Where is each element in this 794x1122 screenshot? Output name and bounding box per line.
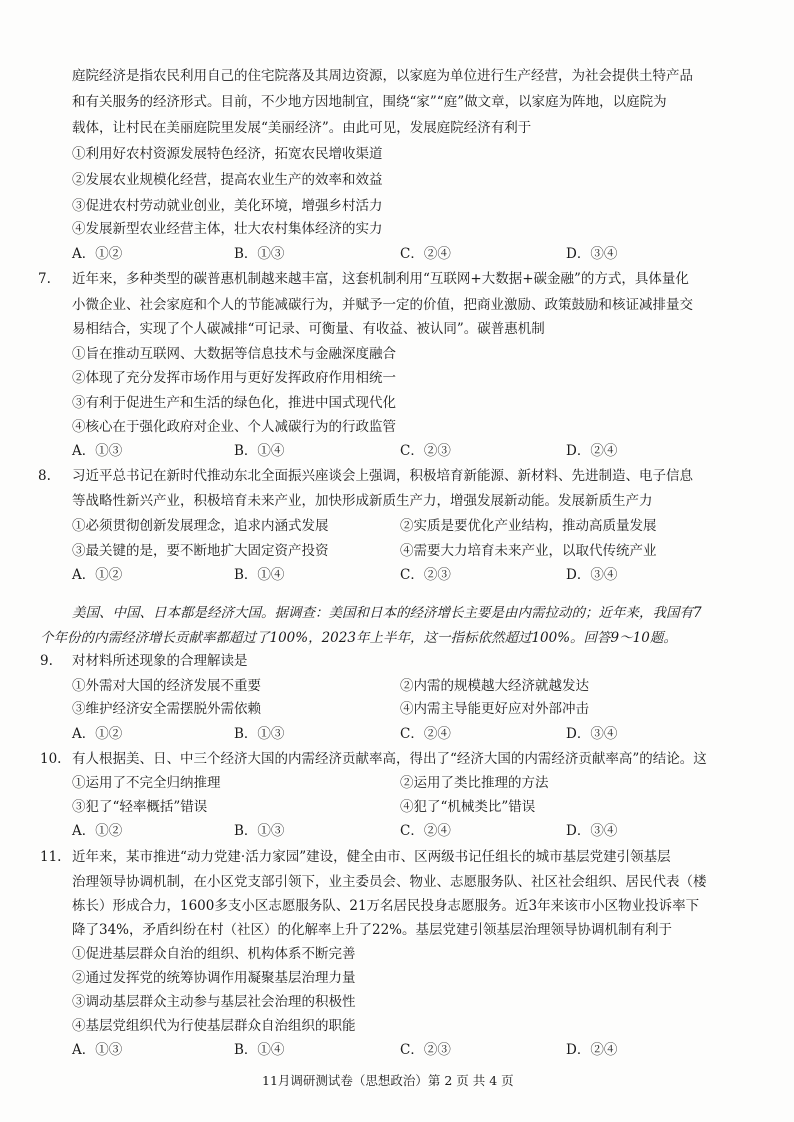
q9-item-2: ②内需的规模越大经济就越发达	[400, 678, 589, 694]
q8-stem-line-1: 习近平总书记在新时代推动东北全面振兴座谈会上强调，积极培育新能源、新材料、先进制造、电子信息	[72, 468, 693, 484]
q8-item-3: ③最关键的是，要不断地扩大固定资产投资	[72, 543, 329, 559]
q8-stem-line-2: 等战略性新兴产业，积极培育未来产业，加快形成新质生产力，增强发展新动能。发展新质生产力	[72, 493, 653, 509]
q6-option-b: B．①③	[234, 246, 285, 262]
q7-item-1: ①旨在推动互联网、大数据等信息技术与金融深度融合	[72, 346, 396, 362]
q7-stem-line-1: 近年来，多种类型的碳普惠机制越来越丰富，这套机制利用“互联网+大数据+碳金融”的方式，具体量化	[72, 271, 689, 287]
q10-item-4: ④犯了“机械类比”错误	[400, 799, 536, 815]
q10-option-a: A．①②	[72, 823, 123, 839]
q10-item-2: ②运用了类比推理的方法	[400, 775, 549, 791]
q9-number: 9.	[40, 653, 53, 669]
q7-option-c: C．②③	[400, 443, 451, 459]
q6-stem-line-3: 载体，让村民在美丽庭院里发展“美丽经济”。由此可见，发展庭院经济有利于	[72, 120, 532, 136]
q8-item-4: ④需要大力培育未来产业，以取代传统产业	[400, 543, 657, 559]
q11-stem-line-3: 栋长）形成合力，1600多支小区志愿服务队、21万名居民投身志愿服务。近3年来该市小区物业投诉率下	[72, 898, 700, 914]
q9-option-b: B．①③	[234, 726, 285, 742]
q8-option-b: B．①④	[234, 567, 285, 583]
q11-item-1: ①促进基层群众自治的组织、机构体系不断完善	[72, 946, 356, 962]
q7-option-b: B．①④	[234, 443, 285, 459]
q6-item-3: ③促进农村劳动就业创业，美化环境，增强乡村活力	[72, 198, 383, 214]
q8-option-c: C．②③	[400, 567, 451, 583]
q7-item-2: ②体现了充分发挥市场作用与更好发挥政府作用相统一	[72, 370, 396, 386]
q8-option-d: D．③④	[566, 567, 618, 583]
q10-item-3: ③犯了“轻率概括”错误	[72, 799, 208, 815]
q9-stem-line-1: 对材料所述现象的合理解读是	[72, 653, 248, 669]
q11-option-a: A．①③	[72, 1042, 123, 1058]
q11-item-4: ④基层党组织代为行使基层群众自治组织的职能	[72, 1018, 356, 1034]
q11-item-3: ③调动基层群众主动参与基层社会治理的积极性	[72, 994, 356, 1010]
q11-option-c: C．②③	[400, 1042, 451, 1058]
q9-item-1: ①外需对大国的经济发展不重要	[72, 678, 261, 694]
q6-item-4: ④发展新型农业经营主体，壮大农村集体经济的实力	[72, 221, 383, 237]
q6-item-2: ②发展农业规模化经营，提高农业生产的效率和效益	[72, 172, 383, 188]
q8-number: 8.	[38, 468, 51, 484]
q9-option-a: A．①②	[72, 726, 123, 742]
q9-option-d: D．③④	[566, 726, 618, 742]
q11-option-d: D．②④	[566, 1042, 618, 1058]
q6-stem-line-1: 庭院经济是指农民利用自己的住宅院落及其周边资源，以家庭为单位进行生产经营，为社会提供土特产品	[72, 68, 693, 84]
q9-item-4: ④内需主导能更好应对外部冲击	[400, 701, 589, 717]
q7-item-4: ④核心在于强化政府对企业、个人减碳行为的行政监管	[72, 419, 396, 435]
q6-stem-line-2: 和有关服务的经济形式。目前，不少地方因地制宜，围绕“家”“庭”做文章，以家庭为阵地，以庭院为	[72, 94, 667, 110]
q8-option-a: A．①②	[72, 567, 123, 583]
q7-option-d: D．②④	[566, 443, 618, 459]
q9-option-c: C．②④	[400, 726, 451, 742]
q6-option-a: A．①②	[72, 246, 123, 262]
q6-option-d: D．③④	[566, 246, 618, 262]
q10-item-1: ①运用了不完全归纳推理	[72, 775, 221, 791]
q7-number: 7.	[38, 271, 51, 287]
q11-stem-line-2: 治理领导协调机制，在小区党支部引领下，业主委员会、物业、志愿服务队、社区社会组织、居民代表（楼	[72, 874, 707, 890]
material-line-1: 美国、中国、日本都是经济大国。据调查：美国和日本的经济增长主要是由内需拉动的；近年来，我国有7	[72, 605, 702, 621]
page-footer: 11月调研测试卷（思想政治）第 2 页 共 4 页	[262, 1073, 514, 1088]
q10-option-c: C．②④	[400, 823, 451, 839]
q8-item-1: ①必须贯彻创新发展理念，追求内涵式发展	[72, 518, 329, 534]
q7-stem-line-3: 易相结合，实现了个人碳减排“可记录、可衡量、有收益、被认同”。碳普惠机制	[72, 321, 545, 337]
q10-stem-line-1: 有人根据美、日、中三个经济大国的内需经济贡献率高，得出了“经济大国的内需经济贡献率高”的结论。这	[72, 751, 707, 767]
q10-option-d: D．③④	[566, 823, 618, 839]
q7-stem-line-2: 小微企业、社会家庭和个人的节能减碳行为，并赋予一定的价值，把商业激励、政策鼓励和核证减排量交	[72, 297, 693, 313]
q9-item-3: ③维护经济安全需摆脱外需依赖	[72, 701, 261, 717]
q8-item-2: ②实质是要优化产业结构，推动高质量发展	[400, 518, 657, 534]
q11-stem-line-1: 近年来，某市推进“动力党建·活力家园”建设，健全由市、区两级书记任组长的城市基层党建引领基层	[72, 849, 671, 865]
q11-item-2: ②通过发挥党的统筹协调作用凝聚基层治理力量	[72, 970, 356, 986]
material-line-2: 个年份的内需经济增长贡献率都超过了100%，2023年上半年，这一指标依然超过100%。回答9～10题。	[40, 630, 677, 646]
q7-item-3: ③有利于促进生产和生活的绿色化，推进中国式现代化	[72, 395, 396, 411]
q10-number: 10.	[40, 751, 62, 767]
q11-stem-line-4: 降了34%，矛盾纠纷在村（社区）的化解率上升了22%。基层党建引领基层治理领导协调机制有利于	[72, 922, 673, 938]
q6-option-c: C．②④	[400, 246, 451, 262]
q11-number: 11.	[40, 849, 62, 865]
q6-item-1: ①利用好农村资源发展特色经济，拓宽农民增收渠道	[72, 146, 383, 162]
q10-option-b: B．①③	[234, 823, 285, 839]
q11-option-b: B．①④	[234, 1042, 285, 1058]
q7-option-a: A．①③	[72, 443, 123, 459]
